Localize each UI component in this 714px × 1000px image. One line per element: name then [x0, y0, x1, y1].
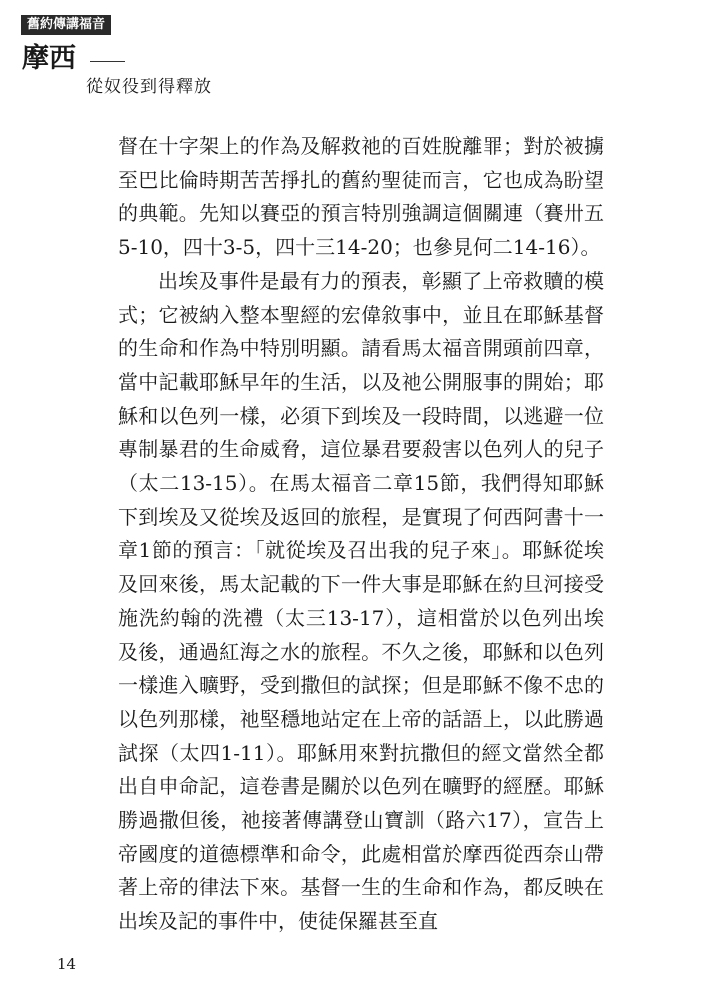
book-subtitle: 從奴役到得釋放 — [86, 77, 212, 97]
paragraph-exodus-typology: 出埃及事件是最有力的預表，彰顯了上帝救贖的模式；它被納入整本聖經的宏偉敘事中，並且在耶穌基督的生命和作為中特別明顯。請看馬太福音開頭前四章，當中記載耶穌早年的生活，以及祂公開服事的開始；耶穌和以色列一樣，必須下到埃及一段時間，以逃避一位專制暴君的生命威脅，這位暴君要殺害以色列人的兒子（太二13-15）。在馬太福音二章15節，我們得知耶穌下到埃及又從埃及返回的旅程，是實現了何西阿書十一章1節的預言：「就從埃及召出我的兒子來」。耶穌從埃及回來後，馬太記載的下一件大事是耶穌在約旦河接受施洗約翰的洗禮（太三13-17），這相當於以色列出埃及後，通過紅海之水的旅程。不久之後，耶穌和以色列一樣進入曠野，受到撒但的試探；但是耶穌不像不忠的以色列那樣，祂堅穩地站定在上帝的話語上，以此勝過試探（太四1-11）。耶穌用來對抗撒但的經文當然全都出自申命記，這卷書是關於以色列在曠野的經歷。耶穌勝過撒但後，祂接著傳講登山寶訓（路六17），宣告上帝國度的道德標準和命令，此處相當於摩西從西奈山帶著上帝的律法下來。基督一生的生命和作為，都反映在出埃及記的事件中，使徒保羅甚至直 — [118, 268, 604, 934]
page-number: 14 — [57, 955, 77, 973]
series-tag: 舊約傳講福音 — [21, 15, 111, 35]
paragraph-continued: 督在十字架上的作為及解救祂的百姓脫離罪；對於被擄至巴比倫時期苦苦掙扎的舊約聖徒而言，它也成為盼望的典範。先知以賽亞的預言特別強調這個關連（賽卅五5-10，四十3-5，四十三14-20；也參見何二14-16）。 — [118, 134, 604, 260]
body-text — [118, 130, 604, 939]
title-rule — [90, 61, 125, 62]
book-title: 摩西 — [22, 43, 76, 74]
